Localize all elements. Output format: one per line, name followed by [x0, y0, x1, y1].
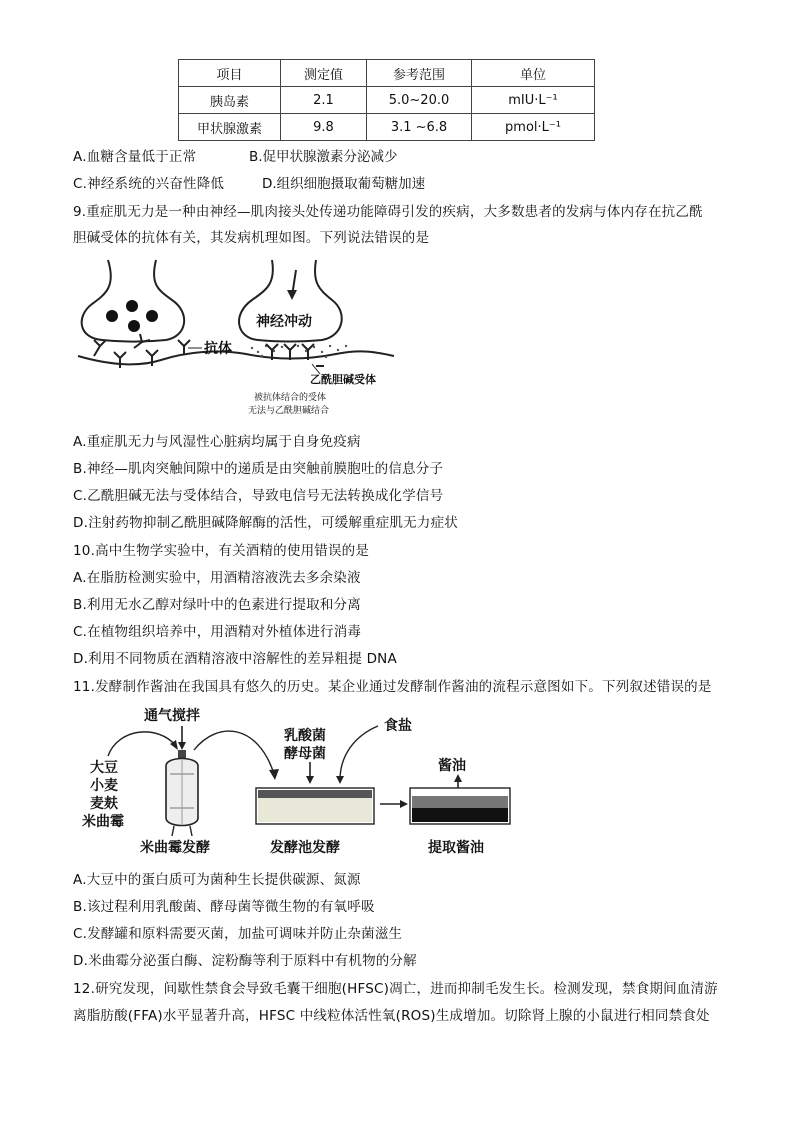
- salt-label: 食盐: [384, 718, 412, 734]
- curve-arrow-icon: [194, 731, 274, 774]
- table-row: [179, 114, 595, 141]
- q9-option-b: B.神经—肌肉突触间隙中的递质是由突触前膜胞吐的信息分子: [73, 461, 444, 477]
- table-cell: mIU·L⁻¹: [472, 87, 595, 114]
- table-cell: 2.1: [281, 87, 367, 114]
- q12-line2: 离脂肪酸(FFA)水平显著升高，HFSC 中线粒体活性氧(ROS)生成增加。切除肾上腺的小鼠进行相同禁食处: [73, 1008, 710, 1024]
- vesicle: [128, 320, 140, 332]
- impulse-label: 神经冲动: [256, 314, 312, 330]
- raw-material: 小麦: [90, 778, 118, 794]
- table-cell: 胰岛素: [179, 87, 281, 114]
- table-cell: 甲状腺激素: [179, 114, 281, 141]
- q10-option-c: C.在植物组织培养中，用酒精对外植体进行消毒: [73, 624, 362, 640]
- curve-arrow-icon: [340, 726, 378, 780]
- arrow-head-icon: [178, 742, 186, 750]
- bacteria-label-1: 乳酸菌: [284, 728, 326, 744]
- q12-line1: 12.研究发现，间歇性禁食会导致毛囊干细胞(HFSC)凋亡，进而抑制毛发生长。检测发现，禁食期间血清游: [73, 981, 718, 997]
- vesicle: [146, 310, 158, 322]
- table-cell: 5.0~20.0: [367, 87, 472, 114]
- table-header-cell: 参考范围: [367, 60, 472, 87]
- arrow-head-icon: [269, 769, 279, 780]
- q9-stem-line2: 胆碱受体的抗体有关，其发病机理如图。下列说法错误的是: [73, 230, 430, 246]
- table-row: [179, 87, 595, 114]
- q9-option-a: A.重症肌无力与风湿性心脏病均属于自身免疫病: [73, 434, 361, 450]
- q11-option-d: D.米曲霉分泌蛋白酶、淀粉酶等利于原料中有机物的分解: [73, 953, 417, 969]
- table-cell: pmol·L⁻¹: [472, 114, 595, 141]
- q11-option-b: B.该过程利用乳酸菌、酵母菌等微生物的有氧呼吸: [73, 899, 375, 915]
- table-header-cell: 单位: [472, 60, 595, 87]
- q10-option-d: D.利用不同物质在酒精溶液中溶解性的差异粗提 DNA: [73, 651, 397, 667]
- q11-stem: 11.发酵制作酱油在我国具有悠久的历史。某企业通过发酵制作酱油的流程示意图如下。下列叙述错误的是: [73, 679, 712, 695]
- raw-material: 大豆: [90, 760, 118, 776]
- fermenter-tank: [166, 750, 198, 836]
- q9-stem-line1: 9.重症肌无力是一种由神经—肌肉接头处传递功能障碍引发的疾病，大多数患者的发病与体内存在抗乙酰: [73, 204, 703, 220]
- fermentation-pool: [256, 788, 374, 824]
- table-cell: 3.1 ~6.8: [367, 114, 472, 141]
- curve-arrow-icon: [108, 732, 176, 756]
- soy-label: 酱油: [438, 758, 466, 774]
- q10-stem: 10.高中生物学实验中，有关酒精的使用错误的是: [73, 543, 370, 559]
- bacteria-label-2: 酵母菌: [284, 746, 326, 762]
- step2-label: 发酵池发酵: [270, 840, 340, 856]
- step3-label: 提取酱油: [428, 840, 484, 856]
- aeration-label: 通气搅拌: [144, 708, 200, 724]
- q8-option-b: B.促甲状腺激素分泌减少: [249, 149, 398, 165]
- arrow-head-icon: [306, 776, 314, 784]
- extraction-tank: [410, 788, 510, 824]
- q11-option-c: C.发酵罐和原料需要灭菌，加盐可调味并防止杂菌滋生: [73, 926, 403, 942]
- q9-option-d: D.注射药物抑制乙酰胆碱降解酶的活性，可缓解重症肌无力症状: [73, 515, 458, 531]
- q10-option-a: A.在脂肪检测实验中，用酒精溶液洗去多余染液: [73, 570, 361, 586]
- q11-option-a: A.大豆中的蛋白质可为菌种生长提供碳源、氮源: [73, 872, 361, 888]
- note-line1: 被抗体结合的受体: [254, 393, 327, 403]
- table-header-cell: 测定值: [281, 60, 367, 87]
- vesicle: [126, 300, 138, 312]
- neuromuscular-junction-diagram: [76, 256, 396, 418]
- arrow-head-icon: [336, 776, 344, 784]
- raw-material: 麦麸: [90, 796, 118, 812]
- vesicle: [106, 310, 118, 322]
- antibody-label: 抗体: [204, 341, 232, 357]
- receptor-label: 乙酰胆碱受体: [310, 373, 376, 386]
- q9-option-c: C.乙酰胆碱无法与受体结合，导致电信号无法转换成化学信号: [73, 488, 444, 504]
- table-cell: 9.8: [281, 114, 367, 141]
- table-header-cell: 项目: [179, 60, 281, 87]
- arrow-head-icon: [400, 800, 408, 808]
- note-line2: 无法与乙酰胆碱结合: [248, 406, 330, 416]
- q8-option-c: C.神经系统的兴奋性降低: [73, 176, 225, 192]
- step1-label: 米曲霉发酵: [140, 840, 210, 856]
- lab-results-table: [178, 59, 595, 141]
- soy-sauce-process-diagram: [78, 700, 518, 858]
- table-header-row: [179, 60, 595, 87]
- q8-option-d: D.组织细胞摄取葡萄糖加速: [262, 176, 426, 192]
- q8-option-a: A.血糖含量低于正常: [73, 149, 197, 165]
- q10-option-b: B.利用无水乙醇对绿叶中的色素进行提取和分离: [73, 597, 361, 613]
- arrow-head-icon: [454, 774, 462, 782]
- raw-material: 米曲霉: [82, 814, 124, 830]
